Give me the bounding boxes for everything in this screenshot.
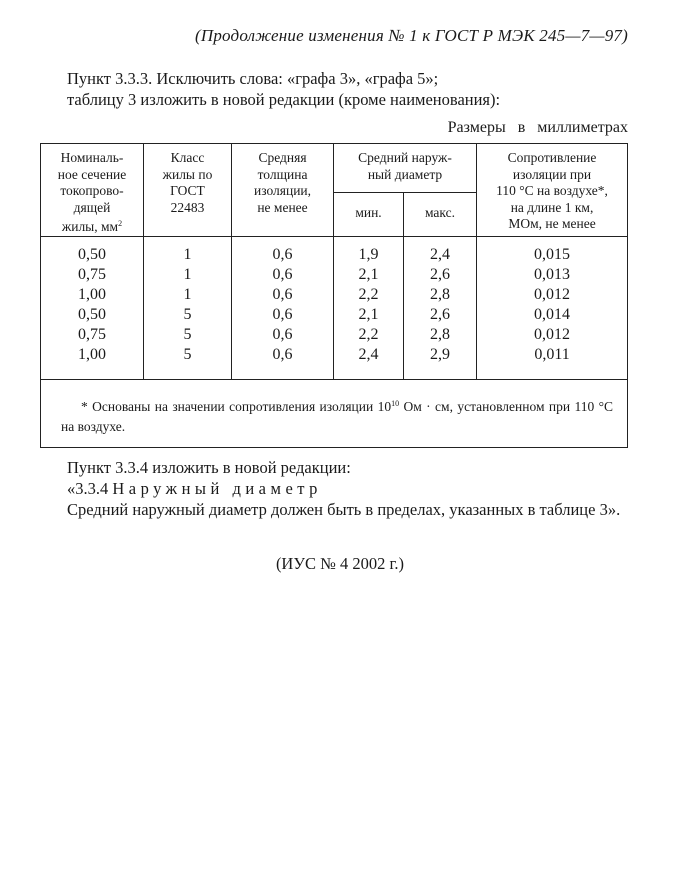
table-row: 0,75 5 0,6 2,2 2,8 0,012 bbox=[41, 325, 628, 345]
header-insulation-thickness: Средняя толщина изоляции, не менее bbox=[232, 144, 334, 237]
header-insulation-resistance: Сопротивление изоляции при 110 °С на воздухе*, на длине 1 км, МОм, не менее bbox=[477, 144, 628, 237]
section-body: Средний наружный диаметр должен быть в пределах, указанных в таблице 3». bbox=[67, 500, 621, 519]
header-outer-diameter: Средний наруж- ный диаметр bbox=[334, 144, 477, 193]
header-diameter-max: макс. bbox=[404, 193, 477, 236]
header-nominal-section: Номиналь- ное сечение токопрово- дящей жилы, $мм^2$ bbox=[41, 144, 144, 237]
table-row: 0,50 1 0,6 1,9 2,4 0,015 bbox=[41, 236, 628, 265]
header-core-class: Класс жилы по ГОСТ 22483 bbox=[144, 144, 232, 237]
intro-line-1: Пункт 3.3.3. Исключить слова: «графа 3», «графа 5»; bbox=[67, 69, 439, 88]
data-table bbox=[40, 143, 628, 448]
table-row: 1,00 1 0,6 2,2 2,8 0,012 bbox=[41, 285, 628, 305]
header-diameter-min: мин. bbox=[334, 193, 404, 236]
table-row: 0,50 5 0,6 2,1 2,6 0,014 bbox=[41, 305, 628, 325]
intro-line-2: таблицу 3 изложить в новой редакции (кроме наименования): bbox=[67, 90, 501, 109]
table-footnote: * Основаны на значении сопротивления изоляции $10^{10}$ Ом · см, установленном при 110 °С на воздухе. bbox=[41, 379, 628, 447]
table-row: 0,75 1 0,6 2,1 2,6 0,013 bbox=[41, 265, 628, 285]
table-row: 1,00 5 0,6 2,4 2,9 0,011 bbox=[41, 345, 628, 380]
section-instruction: Пункт 3.3.4 изложить в новой редакции: bbox=[67, 458, 351, 477]
iuc-reference: (ИУС № 4 2002 г.) bbox=[275, 554, 405, 573]
section-heading: «3.3.4 Наружный диаметр bbox=[67, 479, 322, 498]
units-note: Размеры в миллиметрах bbox=[447, 119, 628, 136]
document-header: (Продолжение изменения № 1 к ГОСТ Р МЭК 245—7—97) bbox=[195, 26, 628, 45]
